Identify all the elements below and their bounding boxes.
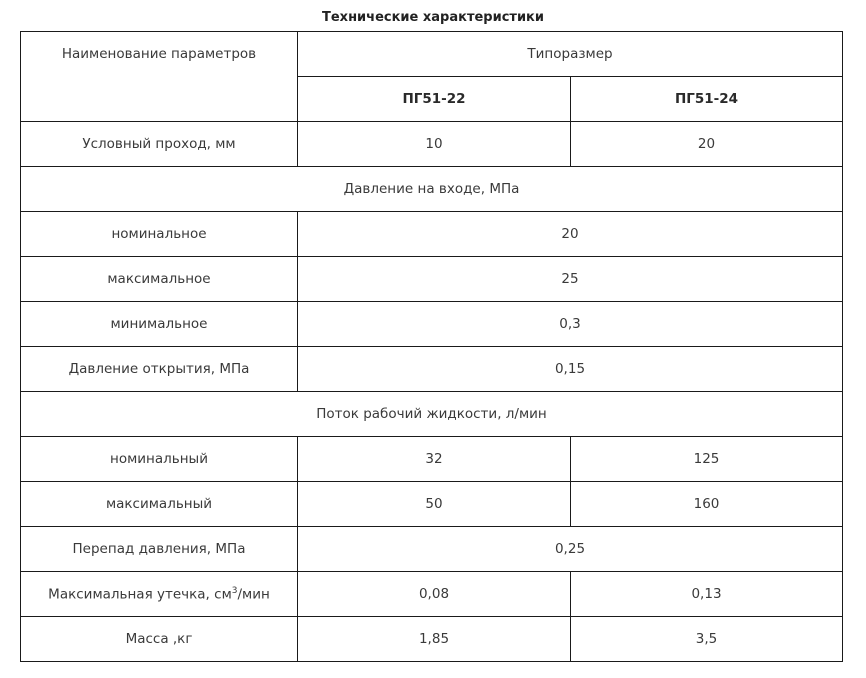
cell-value: 0,25 [298,527,843,572]
cell-value: 10 [298,122,571,167]
row-label: Условный проход, мм [21,122,298,167]
table-row [21,617,843,662]
cell-value: 20 [298,212,843,257]
cell-value: 0,08 [298,572,571,617]
param-name-header: Наименование параметров [21,32,298,122]
section-label: Давление на входе, МПа [21,167,843,212]
cell-value: 0,15 [298,347,843,392]
table-row [21,212,843,257]
specs-table [20,31,843,662]
header-row [21,32,843,77]
cell-value: 50 [298,482,571,527]
row-label-text: Максимальная утечка, см [48,586,232,603]
model-header: ПГ51-22 [298,77,571,122]
table-row [21,482,843,527]
row-label: номинальное [21,212,298,257]
row-label: Масса ,кг [21,617,298,662]
cell-value: 0,3 [298,302,843,347]
cell-value: 1,85 [298,617,571,662]
section-label: Поток рабочий жидкости, л/мин [21,392,843,437]
table-row [21,572,843,617]
cell-value: 25 [298,257,843,302]
row-label: максимальный [21,482,298,527]
table-row [21,437,843,482]
table-row [21,527,843,572]
table-row [21,347,843,392]
table-caption: Технические характеристики [322,10,544,25]
row-label [21,572,298,617]
section-row [21,167,843,212]
cell-value: 160 [571,482,843,527]
row-label-suffix: /мин [237,586,270,603]
row-label: минимальное [21,302,298,347]
table-row [21,257,843,302]
type-size-header: Типоразмер [298,32,843,77]
table-row [21,302,843,347]
cell-value: 20 [571,122,843,167]
model-header: ПГ51-24 [571,77,843,122]
row-label: максимальное [21,257,298,302]
cell-value: 3,5 [571,617,843,662]
cell-value: 125 [571,437,843,482]
row-label: Давление открытия, МПа [21,347,298,392]
section-row [21,392,843,437]
cell-value: 32 [298,437,571,482]
row-label: Перепад давления, МПа [21,527,298,572]
row-label: номинальный [21,437,298,482]
superscript: 3 [231,585,238,596]
table-row [21,122,843,167]
cell-value: 0,13 [571,572,843,617]
